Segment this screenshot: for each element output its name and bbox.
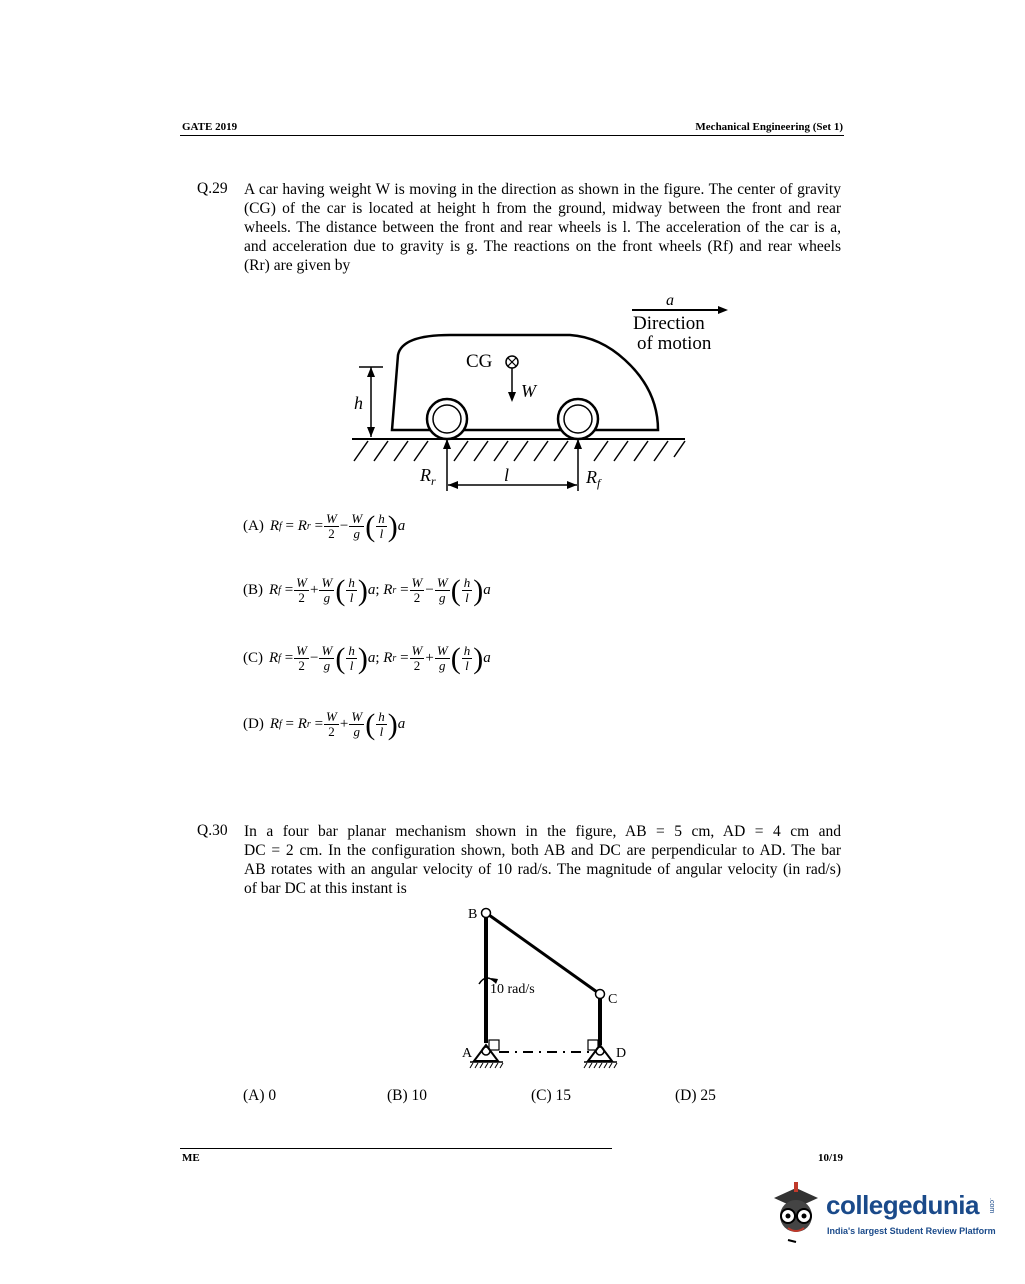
q29-option-b[interactable]: (B) R f = $\frac{W}{2}$ + $\frac{W}{g}$ ( $\frac{h}{l}$ ) a ; R r = $\frac{W}{2}$ − $\frac{W}{g}$ ( $\frac{h}{l}$ ) a <box>243 573 491 607</box>
q29-line-1: A car having weight W is moving in the direction as shown in the figure. The center of gravity <box>244 181 841 198</box>
length-label: l <box>504 465 510 485</box>
collegedunia-logo[interactable] <box>766 1178 1006 1248</box>
footer-rule <box>180 1148 612 1149</box>
header-paper: Mechanical Engineering (Set 1) <box>695 121 843 133</box>
height-label: h <box>354 393 363 413</box>
q29-line-5: (Rr) are given by <box>244 257 351 274</box>
q30-text <box>244 822 841 898</box>
label-b: B <box>468 907 478 922</box>
q29-option-d[interactable]: (D) R f = R r = $\frac{W}{2}$ + $\frac{W}{g}$ ( $\frac{h}{l}$ ) a <box>243 707 406 741</box>
q30-option-a[interactable]: (A) 0 <box>243 1087 277 1104</box>
q30-option-b[interactable]: (B) 10 <box>387 1087 428 1104</box>
logo-suffix: .com <box>988 1198 995 1214</box>
q29-text <box>244 180 841 275</box>
q30-line-3: AB rotates with an angular velocity of 10 rad/s. The magnitude of angular velocity (in rad/s) <box>244 861 841 878</box>
front-reaction-label: $R_f$ <box>586 467 601 490</box>
option-a-label: (A) <box>243 518 264 534</box>
q30-option-c[interactable]: (C) 15 <box>531 1087 572 1104</box>
ground-hatch <box>354 441 685 461</box>
logo-tagline: India's largest Student Review Platform <box>827 1226 996 1236</box>
q29-option-a[interactable]: (A) R f = R r = $\frac{W}{2}$ − $\frac{W}{g}$ ( $\frac{h}{l}$ ) a <box>243 509 406 543</box>
car-figure <box>340 285 740 495</box>
label-d: D <box>616 1046 627 1061</box>
q29-line-3: wheels. The distance between the front and rear wheels is l. The acceleration of the car is a, <box>244 219 841 236</box>
q29-option-c[interactable]: (C) R f = $\frac{W}{2}$ − $\frac{W}{g}$ ( $\frac{h}{l}$ ) a ; R r = $\frac{W}{2}$ + $\frac{W}{g}$ ( $\frac{h}{l}$ ) a <box>243 641 491 675</box>
mechanism-figure <box>455 900 645 1075</box>
header-exam: GATE 2019 <box>182 121 238 133</box>
option-c-label: (C) <box>243 650 263 666</box>
option-b-label: (B) <box>243 582 263 598</box>
header-rule <box>180 135 844 136</box>
q29-number: Q.29 <box>197 180 228 197</box>
label-c: C <box>608 992 618 1007</box>
q29-line-4: and acceleration due to gravity is g. The reactions on the front wheels (Rf) and rear wheels <box>244 238 841 255</box>
mascot-icon <box>766 1178 826 1246</box>
direction-arrowhead <box>718 306 728 314</box>
q30-line-2: DC = 2 cm. In the configuration shown, both AB and DC are perpendicular to AD. The bar <box>244 842 841 859</box>
rear-reaction-label: $R_r$ <box>420 465 436 488</box>
q30-option-d[interactable]: (D) 25 <box>675 1087 716 1104</box>
q30-number: Q.30 <box>197 822 228 839</box>
footer-subject: ME <box>182 1152 200 1164</box>
label-a: A <box>462 1046 473 1061</box>
accel-label: a <box>666 292 674 309</box>
q30-line-1: In a four bar planar mechanism shown in the figure, AB = 5 cm, AD = 4 cm and <box>244 823 841 840</box>
q30-line-4: of bar DC at this instant is <box>244 880 407 897</box>
direction-label-2: of motion <box>637 333 712 354</box>
logo-name: collegedunia <box>826 1190 979 1220</box>
option-d-label: (D) <box>243 716 264 732</box>
omega-label: 10 rad/s <box>490 982 535 997</box>
bar-bc <box>489 915 597 992</box>
joint-c <box>596 990 605 999</box>
cg-label: CG <box>466 351 493 372</box>
weight-label: W <box>521 381 536 401</box>
footer-page: 10/19 <box>817 1152 843 1164</box>
q29-line-2: (CG) of the car is located at height h from the ground, midway between the front and rear <box>244 200 841 217</box>
direction-label-1: Direction <box>633 313 705 334</box>
